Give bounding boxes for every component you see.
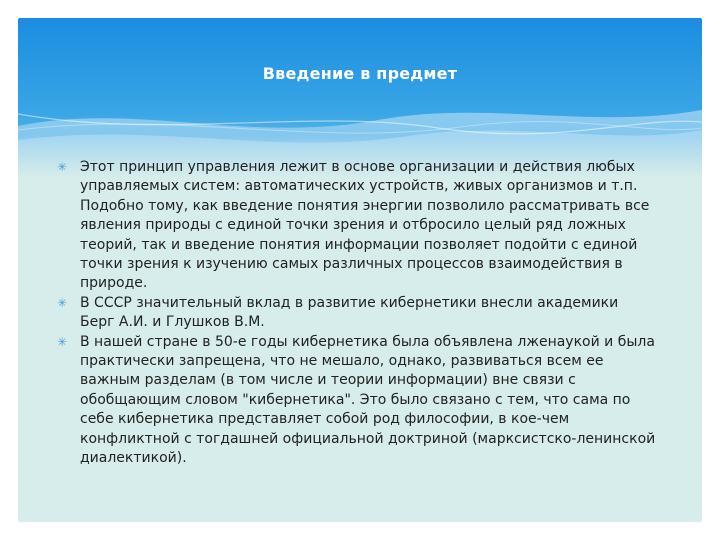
asterisk-bullet-icon: ✳	[56, 295, 68, 310]
bullet-item	[56, 158, 656, 294]
title-band	[18, 18, 702, 178]
bullet-text: В СССР значительный вклад в развитие кибернетики внесли академики Берг А.И. и Глушков В.М.	[80, 294, 619, 331]
bullet-text: Этот принцип управления лежит в основе организации и действия любых управляемых систем: автоматических устройств, живых организмов и т.п. Подобно тому, как введение понятия энергии позволило рассматривать все явления природы с единой точки зрения и отбросило целый ряд ложных теорий, так и введение понятия информации позволяет подойти с единой точки зрения к изучению самых различных процессов взаимодействия в природе.	[80, 159, 650, 292]
bullet-item	[56, 333, 656, 469]
slide-title: Введение в предмет	[262, 64, 458, 83]
bullet-text: В нашей стране в 50-е годы кибернетика была объявлена лженаукой и была практически запрещена, что не мешало, однако, развиваться всем ее важным разделам (в том числе и теории информации) вне связи с обобщающим словом "кибернетика". Это было связано с тем, что сама по себе кибернетика представляет собой род философии, в кое-чем конфликтной с тогдашней официальной доктриной (марксистско-ленинской диалектикой).	[80, 333, 656, 467]
wave-background-graphic	[18, 18, 702, 178]
asterisk-bullet-icon: ✳	[56, 160, 68, 174]
bullet-list	[56, 158, 656, 469]
asterisk-bullet-icon: ✳	[56, 334, 68, 349]
bullet-item	[56, 294, 656, 333]
slide-content-panel	[18, 18, 702, 522]
